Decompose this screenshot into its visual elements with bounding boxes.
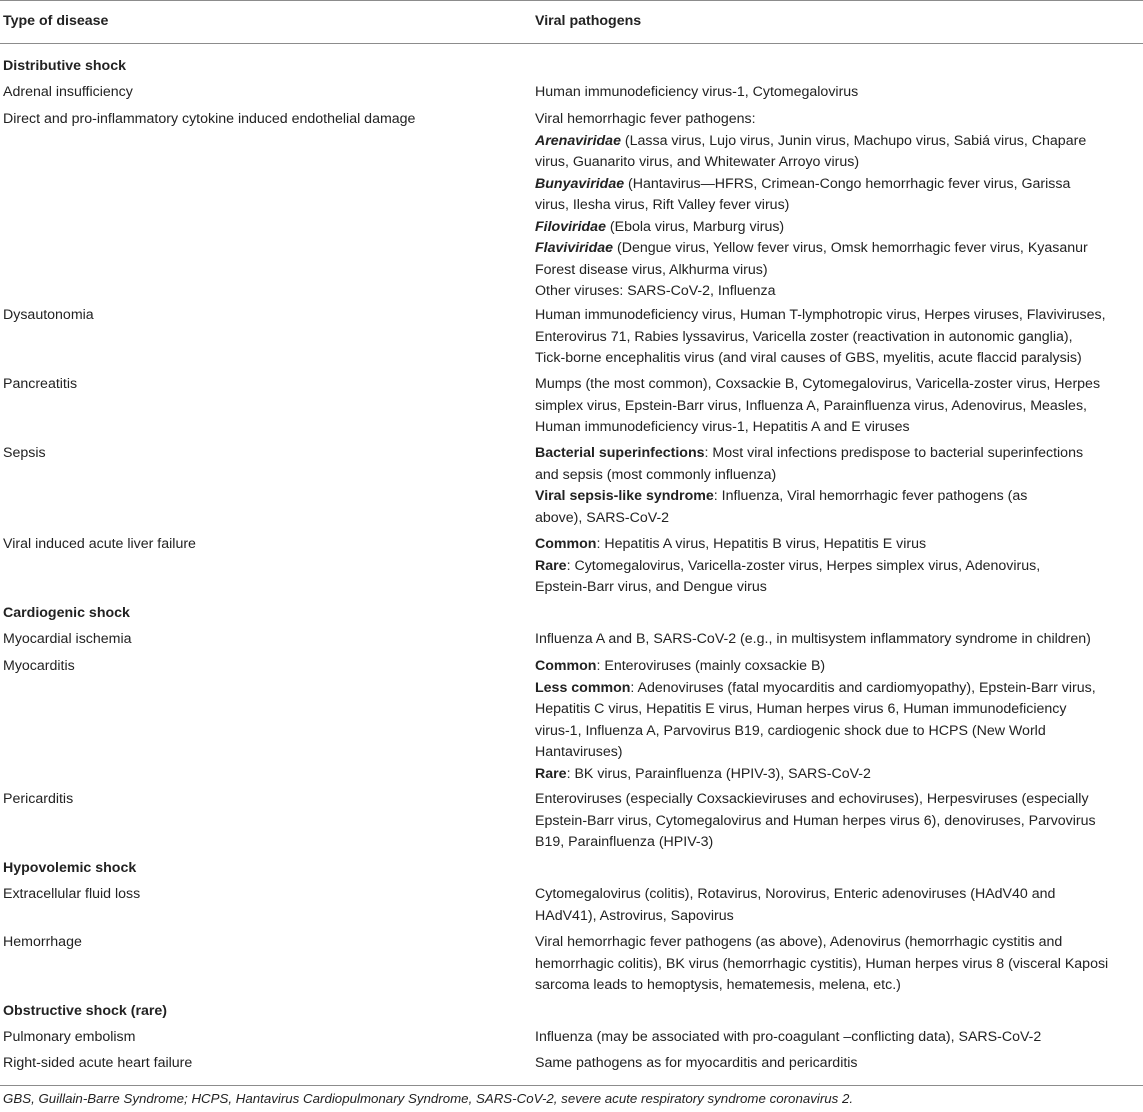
disease-hemorrhage: Hemorrhage (3, 934, 82, 950)
pathogens-myocardial-ischemia: Influenza A and B, SARS-CoV-2 (e.g., in multisystem inflammatory syndrome in children) (535, 631, 1091, 647)
table-bottom-rule (0, 1085, 1143, 1086)
pathogens-extracellular-fluid-loss: Cytomegalovirus (colitis), Rotavirus, Norovirus, Enteric adenoviruses (HAdV40 and HAdV41), Astrovirus, Sapovirus (535, 886, 1056, 924)
section-heading-obstructive: Obstructive shock (rare) (3, 1003, 168, 1019)
disease-extracellular-fluid-loss: Extracellular fluid loss (3, 886, 141, 902)
disease-dysautonomia: Dysautonomia (3, 307, 94, 323)
table-top-rule (0, 0, 1143, 1)
pathogens-acute-liver-failure: Common: Hepatitis A virus, Hepatitis B virus, Hepatitis E virus Rare: Cytomegalovirus, Varicella-zoster virus, Herpes simplex virus, Adenovirus, Epstein-Barr virus, and Dengue virus (535, 536, 1041, 595)
disease-pancreatitis: Pancreatitis (3, 376, 78, 392)
family-bunyaviridae: Bunyaviridae (535, 175, 625, 192)
section-heading-cardiogenic: Cardiogenic shock (3, 605, 130, 621)
disease-endothelial-damage: Direct and pro-inflammatory cytokine induced endothelial damage (3, 111, 416, 127)
disease-right-heart-failure: Right-sided acute heart failure (3, 1055, 193, 1071)
disease-acute-liver-failure: Viral induced acute liver failure (3, 536, 196, 552)
column-header-pathogens: Viral pathogens (535, 13, 642, 29)
pathogens-hemorrhage: Viral hemorrhagic fever pathogens (as above), Adenovirus (hemorrhagic cystitis and hemorrhagic colitis), BK virus (hemorrhagic cystitis), Human herpes virus 8 (visceral Kaposi sarcoma leads to hemoptysis, hematemesis, melena, etc.) (535, 934, 1109, 993)
disease-myocardial-ischemia: Myocardial ischemia (3, 631, 132, 647)
disease-sepsis: Sepsis (3, 445, 46, 461)
pathogens-pancreatitis: Mumps (the most common), Coxsackie B, Cytomegalovirus, Varicella-zoster virus, Herpes simplex virus, Epstein-Barr virus, Influenza A, Parainfluenza virus, Adenovirus, Measles, Human immunodeficiency virus-1, Hepatitis A and E viruses (535, 376, 1101, 435)
pathogens-adrenal-insufficiency: Human immunodeficiency virus-1, Cytomegalovirus (535, 84, 859, 100)
disease-adrenal-insufficiency: Adrenal insufficiency (3, 84, 133, 100)
table-footnote: GBS, Guillain-Barre Syndrome; HCPS, Hantavirus Cardiopulmonary Syndrome, SARS-CoV-2, severe acute respiratory syndrome coronavirus 2. (3, 1091, 854, 1106)
disease-pulmonary-embolism: Pulmonary embolism (3, 1029, 136, 1045)
pathogens-right-heart-failure: Same pathogens as for myocarditis and pericarditis (535, 1055, 858, 1071)
disease-myocarditis: Myocarditis (3, 658, 75, 674)
pathogens-dysautonomia: Human immunodeficiency virus, Human T-lymphotropic virus, Herpes viruses, Flaviviruses, Enterovirus 71, Rabies lyssavirus, Varicella zoster (reactivation in autonomic ganglia), Tick-borne encephalitis virus (and viral causes of GBS, myelitis, acute flaccid paralysis) (535, 307, 1106, 366)
pathogens-pulmonary-embolism: Influenza (may be associated with pro-coagulant –conflicting data), SARS-CoV-2 (535, 1029, 1042, 1045)
pathogens-pericarditis: Enteroviruses (especially Coxsackieviruses and echoviruses), Herpesviruses (especially Epstein-Barr virus, Cytomegalovirus and Human herpes virus 6), denoviruses, Parvovirus B19, Parainfluenza (HPIV-3) (535, 791, 1096, 850)
header-bottom-rule (0, 43, 1143, 44)
pathogens-myocarditis: Common: Enteroviruses (mainly coxsackie B) Less common: Adenoviruses (fatal myocarditis and cardiomyopathy), Epstein-Barr virus, Hepatitis C virus, Hepatitis E virus, Human herpes virus 6, Human immunodeficiency virus-1, Influenza A, Parvovirus B19, cardiogenic shock due to HCPS (New World Hantaviruses) Rare: BK virus, Parainfluenza (HPIV-3), SARS-CoV-2 (535, 658, 1096, 782)
column-header-disease: Type of disease (3, 13, 109, 29)
section-heading-distributive: Distributive shock (3, 58, 126, 74)
pathogens-sepsis: Bacterial superinfections: Most viral infections predispose to bacterial superinfections and sepsis (most commonly influenza) Viral sepsis-like syndrome: Influenza, Viral hemorrhagic fever pathogens (as above), SARS-CoV-2 (535, 445, 1084, 526)
family-arenaviridae: Arenaviridae (535, 132, 621, 149)
family-filoviridae: Filoviridae (535, 218, 606, 235)
family-flaviviridae: Flaviviridae (535, 240, 614, 256)
pathogens-endothelial-damage: Viral hemorrhagic fever pathogens: Arenaviridae (Lassa virus, Lujo virus, Junin virus, Machupo virus, Sabiá virus, Chapare virus, Guanarito virus, and Whitewater Arroyo virus) Bunyaviridae (Hantavirus—HFRS, Crimean-Congo hemorrhagic fever virus, Garissa virus, Ilesha virus, Rift Valley fever virus) Filoviridae (Ebola virus, Marburg virus) Flaviviridae (Dengue virus, Yellow fever virus, Omsk hemorrhagic fever virus, Kyasanur Forest disease virus, Alkhurma virus) Other viruses: SARS-CoV-2, Influenza (535, 111, 1088, 299)
section-heading-hypovolemic: Hypovolemic shock (3, 860, 137, 876)
disease-pericarditis: Pericarditis (3, 791, 74, 807)
